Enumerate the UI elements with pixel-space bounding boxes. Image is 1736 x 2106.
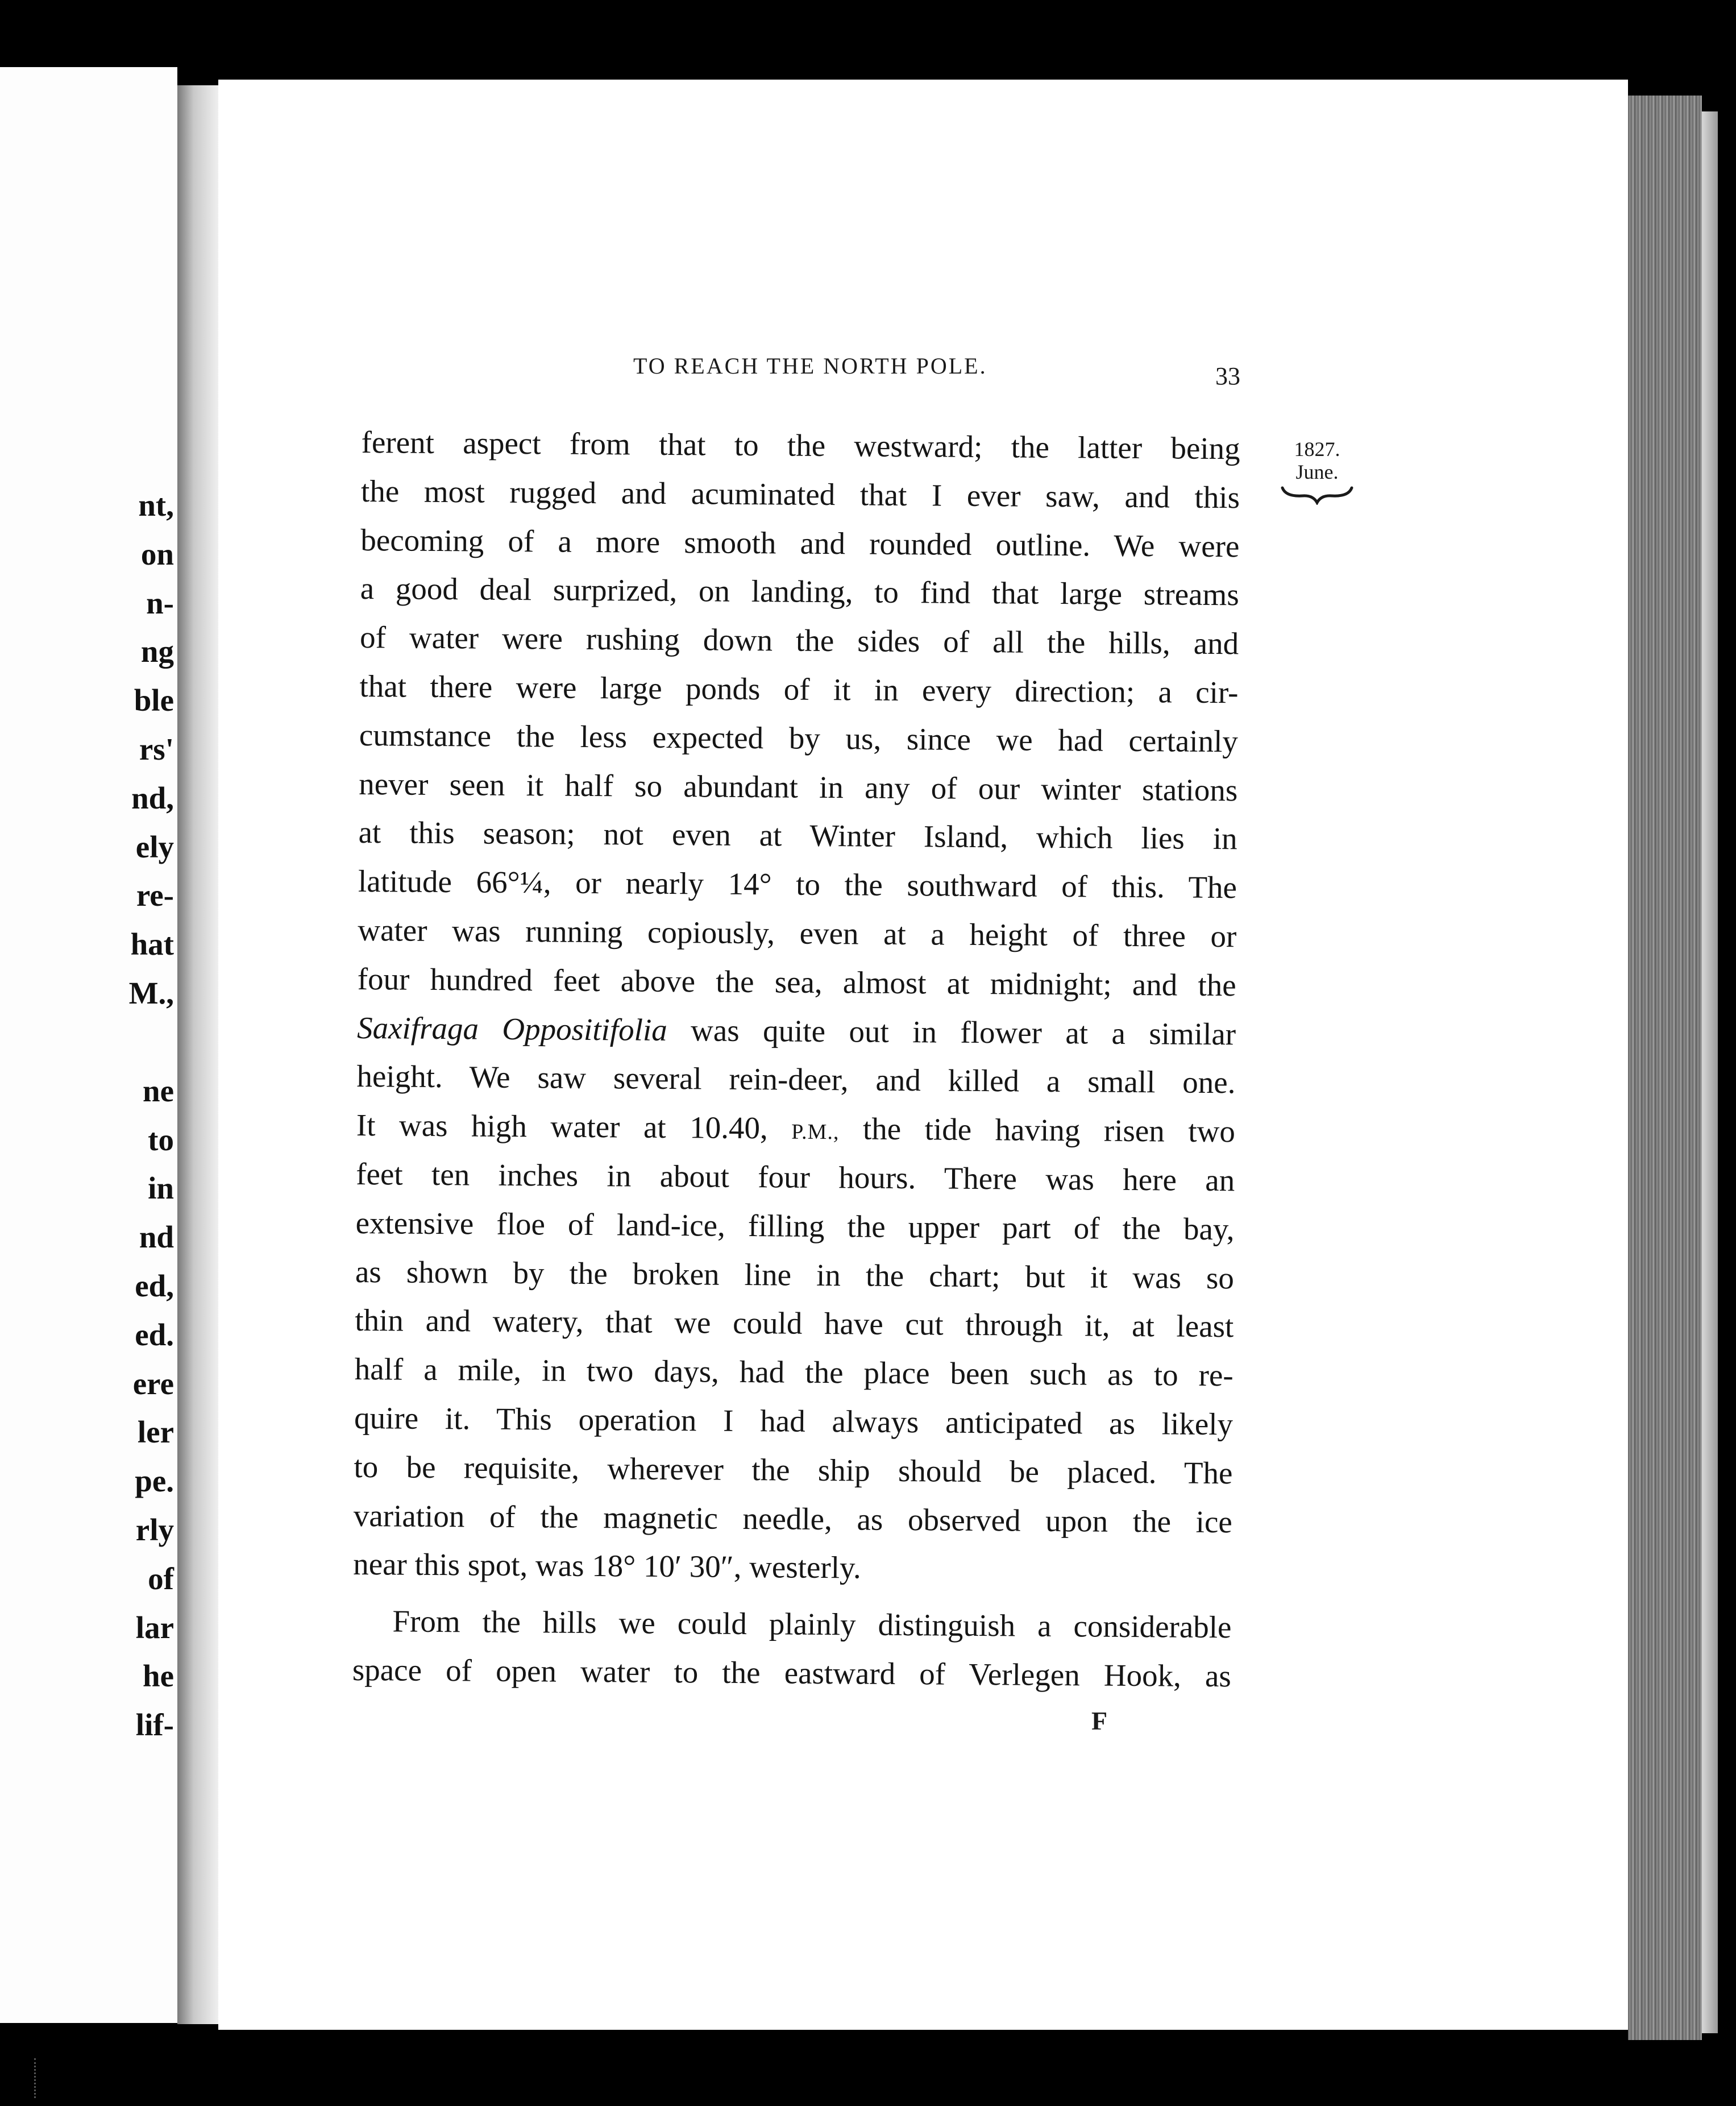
left-page-fragment: rs' (139, 731, 174, 766)
scan-specks (34, 2058, 38, 2098)
text-line (356, 1150, 1235, 1205)
left-page-fragment: pe. (135, 1464, 174, 1499)
text-segment: feet ten inches in about four hours. There was here an (356, 1156, 1235, 1198)
text-line (354, 1442, 1233, 1498)
left-page-fragment: nd, (131, 780, 174, 815)
text-line (355, 1247, 1235, 1303)
left-page-fragment: of (148, 1561, 174, 1596)
text-line (360, 564, 1239, 619)
left-page-fragment: lar (135, 1610, 174, 1645)
text-segment: four hundred feet above the sea, almost at midnight; and the (357, 961, 1236, 1003)
text-line (355, 1296, 1234, 1351)
text-segment: P.M., (791, 1120, 840, 1145)
text-segment: becoming of a more smooth and rounded outline. We were (360, 522, 1240, 563)
text-segment: the tide having risen two (839, 1111, 1236, 1149)
left-page-fragment: in (148, 1171, 174, 1206)
left-page-fragment: M., (128, 975, 174, 1010)
text-segment: water was running copiously, even at a height of three or (358, 912, 1237, 954)
text-segment: cumstance the less expected by us, since we had certainly (359, 717, 1239, 759)
left-page-fragment: ed. (135, 1317, 174, 1352)
left-page-fragment: ere (132, 1366, 174, 1401)
left-page-fragment: ng (140, 634, 174, 669)
text-segment: of water were rushing down the sides of all the hills, and (359, 620, 1239, 661)
text-segment: near this spot, was 18° 10′ 30″, westerly. (352, 1547, 861, 1585)
text-segment: half a mile, in two days, had the place been such as to re- (354, 1352, 1234, 1393)
left-page-fragment: he (143, 1659, 174, 1694)
left-page-fragment: re- (136, 878, 174, 913)
text-line (354, 1491, 1233, 1546)
text-line (354, 1394, 1234, 1449)
left-page-fragment: ble (134, 683, 174, 718)
left-page-fragment: ed, (135, 1268, 174, 1303)
text-line (357, 1004, 1236, 1059)
margin-note-year: 1827. (1294, 438, 1340, 461)
text-line (357, 955, 1236, 1010)
text-segment: extensive floe of land-ice, filling the upper part of the bay, (355, 1205, 1235, 1247)
italic-text: Saxifraga Oppositifolia (356, 1010, 667, 1047)
text-line (360, 613, 1239, 668)
left-page-fragment: lif- (135, 1707, 174, 1743)
text-line (354, 1345, 1234, 1400)
left-page-fragment: rly (135, 1512, 174, 1547)
text-line (361, 418, 1240, 473)
text-line (359, 711, 1239, 766)
left-page-fragment: to (148, 1122, 174, 1157)
text-segment: space of open water to the eastward of Verlegen Hook, as (352, 1652, 1232, 1694)
text-line (358, 857, 1237, 912)
text-line (361, 467, 1240, 522)
left-page-fragment: on (140, 536, 174, 571)
page-number: 33 (1215, 362, 1240, 390)
text-segment: that there were large ponds of it in every direction; a cir- (359, 668, 1239, 710)
text-line (359, 662, 1239, 717)
text-segment: as shown by the broken line in the chart; but it was so (355, 1254, 1235, 1295)
text-segment: quire it. This operation I had always anticipated as likely (354, 1400, 1234, 1442)
text-line (353, 1540, 1232, 1595)
text-segment: It was high water at 10.40, (356, 1108, 792, 1146)
text-line (356, 1101, 1236, 1156)
left-page-fragment: ne (143, 1073, 174, 1108)
text-line (358, 808, 1237, 863)
body-text (352, 418, 1240, 1701)
left-page-fragment (0, 1018, 177, 1067)
left-page-fragment: ler (137, 1415, 174, 1450)
running-head: TO REACH THE NORTH POLE. (633, 353, 987, 379)
left-page-fragment: nt, (138, 488, 174, 523)
text-line (359, 760, 1238, 815)
left-page-text-fragments (0, 481, 177, 1750)
text-segment: thin and watery, that we could have cut through it, at least (355, 1303, 1234, 1344)
text-line (360, 516, 1240, 571)
margin-note-month: June. (1295, 461, 1339, 483)
book-fore-edge (1628, 96, 1702, 2040)
left-facing-page (0, 67, 177, 2023)
text-line (358, 906, 1237, 961)
text-line (355, 1199, 1235, 1254)
left-page-fragment: nd (139, 1220, 174, 1255)
text-segment: latitude 66°¼, or nearly 14° to the southward of this. The (358, 864, 1237, 905)
text-segment: to be requisite, wherever the ship should be placed. The (354, 1449, 1233, 1491)
signature-mark: F (1091, 1706, 1108, 1735)
margin-date-note (1280, 438, 1354, 505)
text-segment: variation of the magnetic needle, as observed upon the ice (353, 1498, 1233, 1539)
text-line (352, 1645, 1232, 1701)
text-segment: a good deal surprized, on landing, to find that large streams (360, 571, 1239, 612)
left-page-fragment: hat (130, 927, 174, 962)
text-segment: the most rugged and acuminated that I ever saw, and this (360, 473, 1240, 515)
text-segment: ferent aspect from that to the westward; the latter being (361, 424, 1240, 466)
text-segment: was quite out in flower at a similar (667, 1012, 1236, 1051)
brace-icon (1280, 484, 1354, 505)
text-segment: height. We saw several rein-deer, and killed a small one. (356, 1059, 1236, 1100)
left-page-fragment: ely (135, 829, 174, 864)
book-gutter (177, 85, 218, 2024)
book-fore-edge-highlight (1702, 111, 1718, 2033)
text-segment: never seen it half so abundant in any of our winter stations (359, 766, 1238, 807)
text-line (356, 1052, 1236, 1107)
text-segment: From the hills we could plainly distinguish a considerable (392, 1603, 1232, 1645)
left-page-fragment: n- (146, 585, 174, 620)
text-line (352, 1597, 1232, 1652)
text-segment: at this season; not even at Winter Island, which lies in (358, 815, 1237, 856)
